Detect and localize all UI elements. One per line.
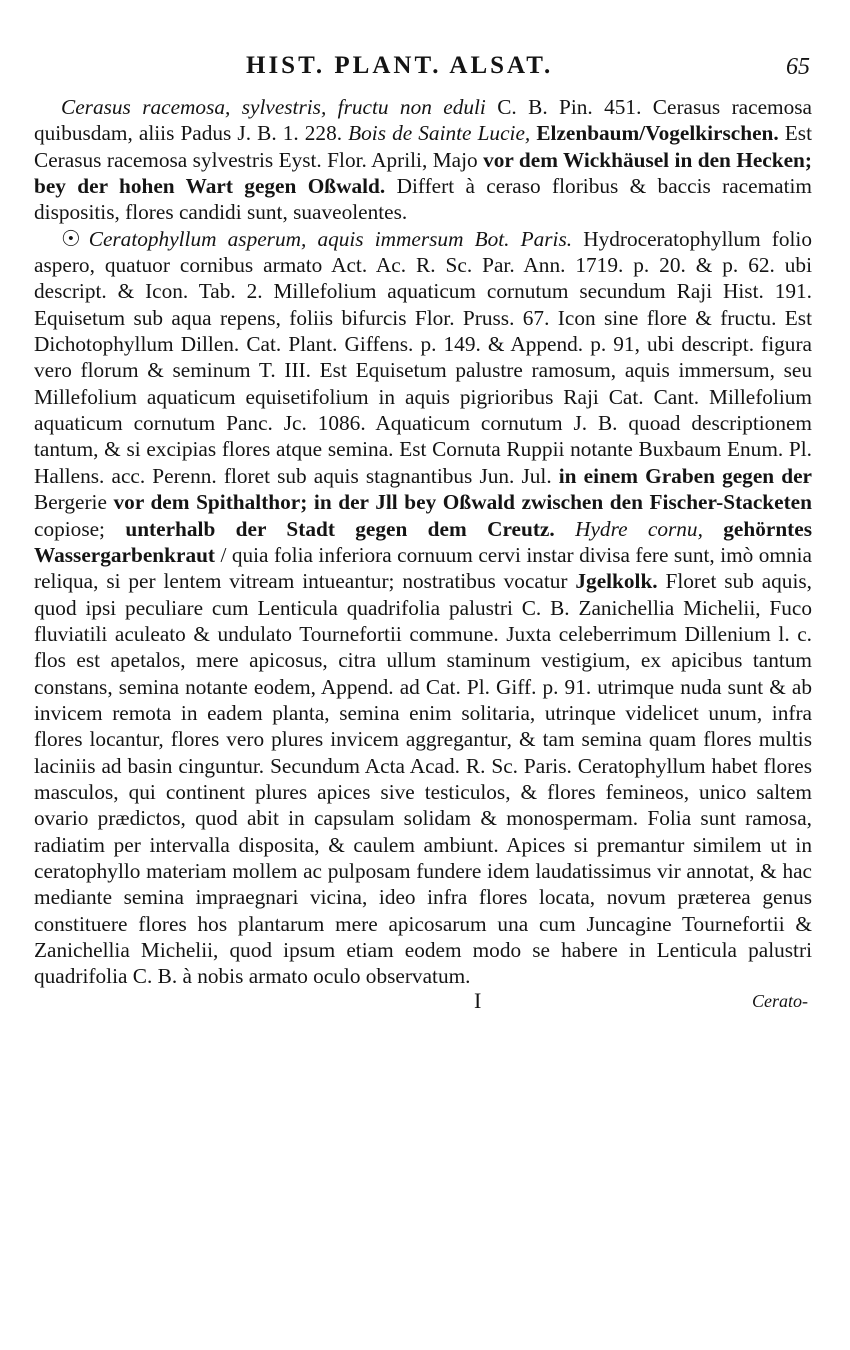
french-name: Bois de Sainte Lucie, bbox=[348, 121, 531, 146]
page-number: 65 bbox=[786, 54, 810, 80]
entry-text: Floret sub aquis, quod ipsi peculiare cum Lenticula quadrifolia palustri C. B. Zanichellia Michelii, Fuco fluviatili aculeato & undulato Tournefortii commune. Juxta celeberrimum Dillenium l. c. flos est apetalos, mere apicosus, citra ullum staminum vestigium, ex apicibus tantum constans, semina notante eodem, Append. ad Cat. Pl. Giff. p. 91. utrimque nuda sunt & ab invicem remota in eadem planta, semina enim solitaria, utrinque videlicet unum, infra flores locantur, flores vero plures invicem aggregantur, & tam semina quam flores multis laciniis ad basin cinguntur. Secundum Acta Acad. R. Sc. Paris. Ceratophyllum habet flores masculos, qui continent plures apices sive testiculos, & flores femineos, unico saltem ovario prædictos, quod abit in capsulam solidam & monospermam. Folia sunt ramosa, radiatim per intervalla disposita, & caulem ambiunt. Apices si premantur similem ut in ceratophyllo materiam mollem ac pulposam fundere idem laudatissimus vir annotat, & hac mediante semina impraegnari vicina, ideo infra flores locata, novum præterea genus constituere flores hos plantarum mere apicosarum una cum Juncagine Tournefortii & Zanichellia Michelii, quod ipsum etiam eodem modo se habere in Lenticula palustri quadrifolia C. B. à nobis armato oculo observatum. bbox=[34, 569, 812, 989]
entry-text: Hydroceratophyllum folio aspero, quatuor cornibus armato Act. Ac. R. Sc. Par. Ann. 1719. p. 20. & p. 62. ubi descript. & Icon. Tab. 2. Millefolium aquaticum cornutum secundum Raji Hist. 191. Equisetum sub aqua repens, foliis bifurcis Flor. Pruss. 67. Icon sine flore & fructu. Est Dichotophyllum Dillen. Cat. Plant. Giffens. p. 149. & Append. p. 91, ubi descript. figura vero florum & seminum T. III. Est Equisetum palustre ramosum, aquis immersum, seu Millefolium aquaticum equisetifolium in aquis pigrioribus Raji Cat. Cant. Millefolium aquaticum cornutum Panc. Jc. 1086. Aquaticum cornutum J. B. quoad descriptionem tantum, & si excipias flores atque semina. Est Cornuta Ruppii notante Buxbaum Enum. Pl. Hallens. acc. Perenn. floret sub aquis stagnantibus Jun. Jul. bbox=[34, 226, 813, 488]
signature-mark: I bbox=[474, 987, 482, 1013]
page-footer bbox=[34, 987, 812, 1020]
entry-heading: Ceratophyllum asperum, aquis immersum Bot. Paris. bbox=[88, 226, 573, 251]
entry-text bbox=[703, 517, 723, 541]
running-head bbox=[34, 52, 812, 94]
entry-ceratophyllum-asperum bbox=[34, 226, 812, 990]
entry-text: Differt à ceraso floribus & baccis racematim dispositis, flores candidi sunt, suaveolentes. bbox=[34, 174, 812, 225]
german-locality: in einem Graben gegen der bbox=[558, 463, 812, 488]
perennial-symbol-icon: ☉ bbox=[61, 225, 81, 251]
entry-heading: Cerasus racemosa, sylvestris, fructu non eduli bbox=[61, 95, 486, 119]
german-name: gehörntes Wassergarbenkraut bbox=[34, 516, 813, 567]
german-locality: unterhalb der Stadt gegen dem Creutz. bbox=[125, 516, 555, 541]
german-locality: vor dem Wickhäusel in den Hecken; bey der hohen Wart gegen Oßwald. bbox=[34, 147, 812, 199]
entry-cerasus-racemosa bbox=[34, 94, 812, 226]
local-name: Jgelkolk. bbox=[575, 569, 658, 594]
french-name: Hydre cornu, bbox=[575, 516, 703, 541]
book-page bbox=[34, 52, 812, 1020]
entry-text bbox=[555, 517, 575, 541]
german-name: Elzenbaum/Vogelkirschen. bbox=[530, 121, 779, 146]
german-locality: vor dem Spithalthor; in der Jll bey Oßwald zwischen den Fischer-Stacketen bbox=[113, 490, 812, 515]
entry-text: C. B. Pin. 451. Cerasus racemosa quibusdam, aliis Padus J. B. 1. 228. bbox=[34, 95, 812, 146]
running-title: HIST. PLANT. ALSAT. bbox=[246, 52, 554, 79]
entry-text: Est Cerasus racemosa sylvestris Eyst. Flor. Aprili, Majo bbox=[34, 121, 813, 172]
entry-text: copiose; bbox=[34, 516, 126, 541]
catchword: Cerato- bbox=[752, 990, 808, 1011]
entry-text: Bergerie bbox=[34, 490, 114, 515]
entry-text: / quia folia inferiora cornuum cervi instar divisa fere sunt, imò omnia reliqua, si per lentem vitream intueantur; nostratibus vocatur bbox=[34, 542, 812, 594]
